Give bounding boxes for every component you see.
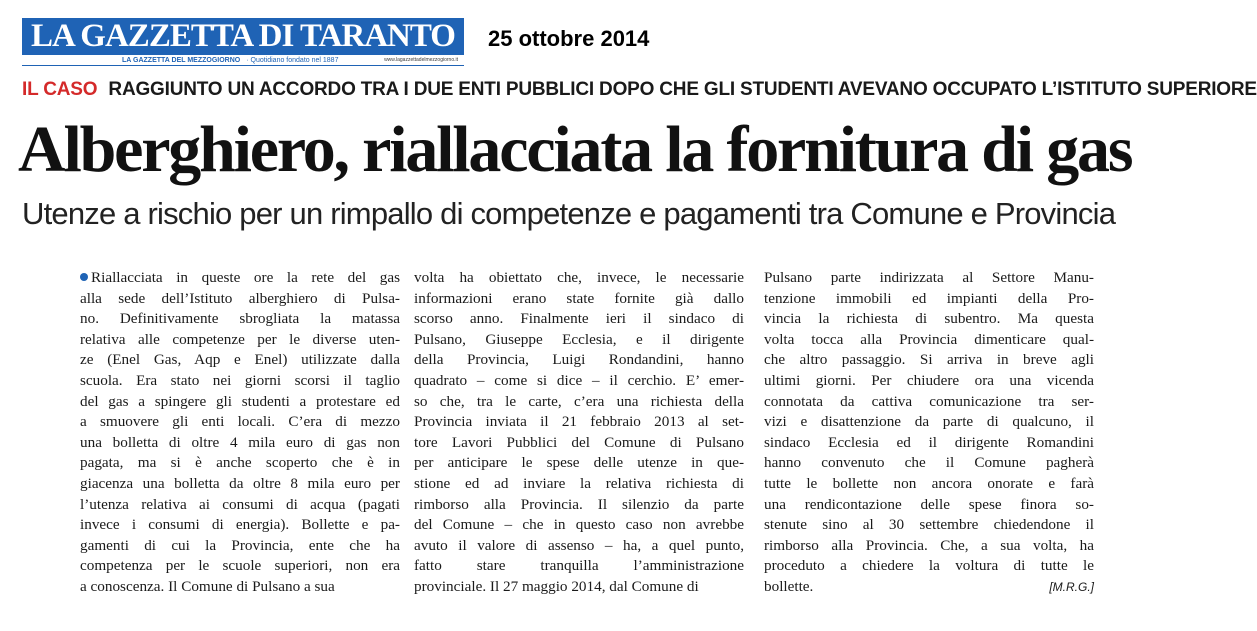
article-line <box>764 330 1094 351</box>
kicker-text: RAGGIUNTO UN ACCORDO TRA I DUE ENTI PUBBLICI DOPO CHE GLI STUDENTI AVEVANO OCCUPATO L’ISTITUTO SUPERIORE <box>108 79 1257 100</box>
article-line <box>414 515 744 536</box>
article-line <box>764 350 1094 371</box>
publication-date: 25 ottobre 2014 <box>488 26 650 51</box>
article-line-text: tore Lavori Pubblici del Comune di Pulsano <box>414 433 744 451</box>
article-line-text: tutte le bollette non ancora onorate e farà <box>764 474 1094 492</box>
article-line <box>414 495 744 516</box>
article-line <box>764 556 1094 577</box>
author-signature: [M.R.G.] <box>1049 579 1094 594</box>
article-line-text: per anticipare le spese delle utenze in que- <box>414 454 744 472</box>
masthead-title: LA GAZZETTA DI TARANTO <box>31 18 455 54</box>
article-line-text: provinciale. Il 27 maggio 2014, dal Comune di <box>414 577 699 595</box>
article-line <box>80 453 400 474</box>
article-line <box>764 289 1094 310</box>
article-column-3 <box>764 268 1094 608</box>
article-line <box>414 577 744 598</box>
article-line-text: ze (Enel Gas, Aqp e Enel) utilizzate dalla <box>80 351 400 369</box>
article-line <box>764 453 1094 474</box>
article-line <box>80 412 400 433</box>
article-line-text: scuola. Era stato nei giorni scorsi il taglio <box>80 371 400 389</box>
article-line <box>414 268 744 289</box>
kicker <box>22 77 1257 103</box>
article-line <box>414 330 744 351</box>
article-line-text: informazioni erano state fornite già dallo <box>414 289 744 307</box>
article-line-text: a conoscenza. Il Comune di Pulsano a sua <box>80 577 335 595</box>
article-line <box>414 412 744 433</box>
article-line <box>414 350 744 371</box>
article-line <box>764 412 1094 433</box>
article-line <box>414 453 744 474</box>
article-line-text: proceduto a chiedere la voltura di tutte le <box>764 557 1094 575</box>
article-line-text: Provincia inviata il 21 febbraio 2013 al set- <box>414 413 744 431</box>
article-line-text: fatto stare tranquilla l’amministrazione <box>414 557 744 575</box>
masthead-website: www.lagazzettadelmezzogiorno.it <box>384 57 458 63</box>
article-line <box>764 536 1094 557</box>
article-line-text: volta tocca alla Provincia dimenticare qual- <box>764 330 1094 348</box>
article-line-text: volta ha obiettato che, invece, le necessarie <box>414 269 744 286</box>
article-line <box>414 371 744 392</box>
article-line <box>80 330 400 351</box>
article-line <box>80 556 400 577</box>
article-line-text: pagata, ma si è anche scoperto che è in <box>80 454 400 472</box>
article-line-text: alla sede dell’Istituto alberghiero di Pulsa- <box>80 289 400 307</box>
article-line-text: Pulsano parte indirizzata al Settore Manu- <box>764 269 1094 286</box>
article-line-text: competenza per le scuole superiori, non era <box>80 557 400 575</box>
article-line-text: una bolletta di oltre 4 mila euro di gas non <box>80 433 400 451</box>
article-line <box>764 433 1094 454</box>
article-line-text: vizi e disattenzione da parte di qualcuno, il <box>764 413 1094 431</box>
article-line-text: avuto il valore di assenso – ha, a quel punto, <box>414 536 744 554</box>
article-line-text: Pulsano, Giuseppe Ecclesia, e il dirigente <box>414 330 744 348</box>
article-line-text: a smuovere gli enti locali. C’era di mezzo <box>80 413 400 431</box>
article-line-text: connotata da cattiva comunicazione tra ser- <box>764 392 1094 410</box>
article-line-text: rimborso alla Provincia. Che, a sua volta, ha <box>764 536 1094 554</box>
article-line <box>414 474 744 495</box>
headline: Alberghiero, riallacciata la fornitura di gas <box>18 113 1132 186</box>
article-line-text: rimborso alla Provincia. Il silenzio da parte <box>414 495 744 513</box>
article-line-text: gamenti di cui la Provincia, ente che ha <box>80 536 400 554</box>
article-line <box>80 433 400 454</box>
article-line-text: scorso anno. Finalmente ieri il sindaco di <box>414 310 744 328</box>
article-line <box>80 536 400 557</box>
article-line <box>414 556 744 577</box>
article-line-text: hanno convenuto che il Comune pagherà <box>764 454 1094 472</box>
article-line <box>414 433 744 454</box>
article-line <box>80 474 400 495</box>
article-column-2 <box>414 268 744 608</box>
article-line <box>80 371 400 392</box>
article-line <box>80 350 400 371</box>
article-line-text: vincia la richiesta di subentro. Ma questa <box>764 310 1094 328</box>
article-line-text: che altro passaggio. Si arriva in breve agli <box>764 351 1094 369</box>
article-line-text: invece i consumi di energia). Bollette e pa- <box>80 516 400 534</box>
article-line <box>764 392 1094 413</box>
article-line-text: stione ed ad inviare la relativa richiesta di <box>414 474 744 492</box>
article-line <box>80 577 400 598</box>
article-line <box>414 289 744 310</box>
article-line <box>764 268 1094 289</box>
article-line-text: una rendicontazione delle spese finora so- <box>764 495 1094 513</box>
article-line <box>764 495 1094 516</box>
article-line-text: sindaco Ecclesia ed il dirigente Romandini <box>764 433 1094 451</box>
article-line <box>764 515 1094 536</box>
article-line-text: stenute sino al 30 settembre chiedendone il <box>764 516 1094 534</box>
article-column-1 <box>80 268 400 608</box>
article-line-text: tenzione immobili ed impianti della Pro- <box>764 289 1094 307</box>
masthead-subtitle-bar <box>22 55 464 66</box>
article-line <box>80 309 400 330</box>
article-line-text: giacenza una bolletta da oltre 8 mila euro per <box>80 474 400 492</box>
article-line <box>414 392 744 413</box>
article-line <box>764 371 1094 392</box>
article-line-text: so che, tra le carte, c’era una richiesta della <box>414 392 744 410</box>
article-line <box>80 268 400 289</box>
masthead-parent-name: LA GAZZETTA DEL MEZZOGIORNO <box>122 56 241 64</box>
article-line-text: del Comune – che in questo caso non avrebbe <box>414 516 744 534</box>
article-line-text: Riallacciata in queste ore la rete del gas <box>91 269 400 286</box>
article-line <box>80 392 400 413</box>
article-line <box>764 577 1094 598</box>
article-line <box>80 495 400 516</box>
article-line-text: l’utenza relativa ai consumi di acqua (pagati <box>80 495 400 513</box>
article-line-text: ultimi giorni. Per chiudere ora una vicenda <box>764 371 1094 389</box>
article-line <box>764 309 1094 330</box>
bullet-icon <box>80 273 88 281</box>
article-line-text: relativa alle competenze per le diverse uten- <box>80 330 400 348</box>
article-line-text: del gas a spingere gli studenti a protestare ed <box>80 392 400 410</box>
article-line-text: della Provincia, Luigi Rondandini, hanno <box>414 351 744 369</box>
article-line-text: no. Definitivamente sbrogliata la matassa <box>80 310 400 328</box>
article-line <box>414 536 744 557</box>
article-line-text: quadrato – come si dice – il cerchio. E’ emer- <box>414 371 744 389</box>
article-line-text: bollette. <box>764 577 814 595</box>
kicker-label: IL CASO <box>22 79 98 100</box>
subheadline: Utenze a rischio per un rimpallo di competenze e pagamenti tra Comune e Provincia <box>22 196 1116 231</box>
article-line <box>414 309 744 330</box>
article-line <box>80 289 400 310</box>
article-line <box>764 474 1094 495</box>
article-line <box>80 515 400 536</box>
masthead <box>22 18 464 66</box>
masthead-tagline: · Quotidiano fondato nel 1887 <box>246 56 339 64</box>
